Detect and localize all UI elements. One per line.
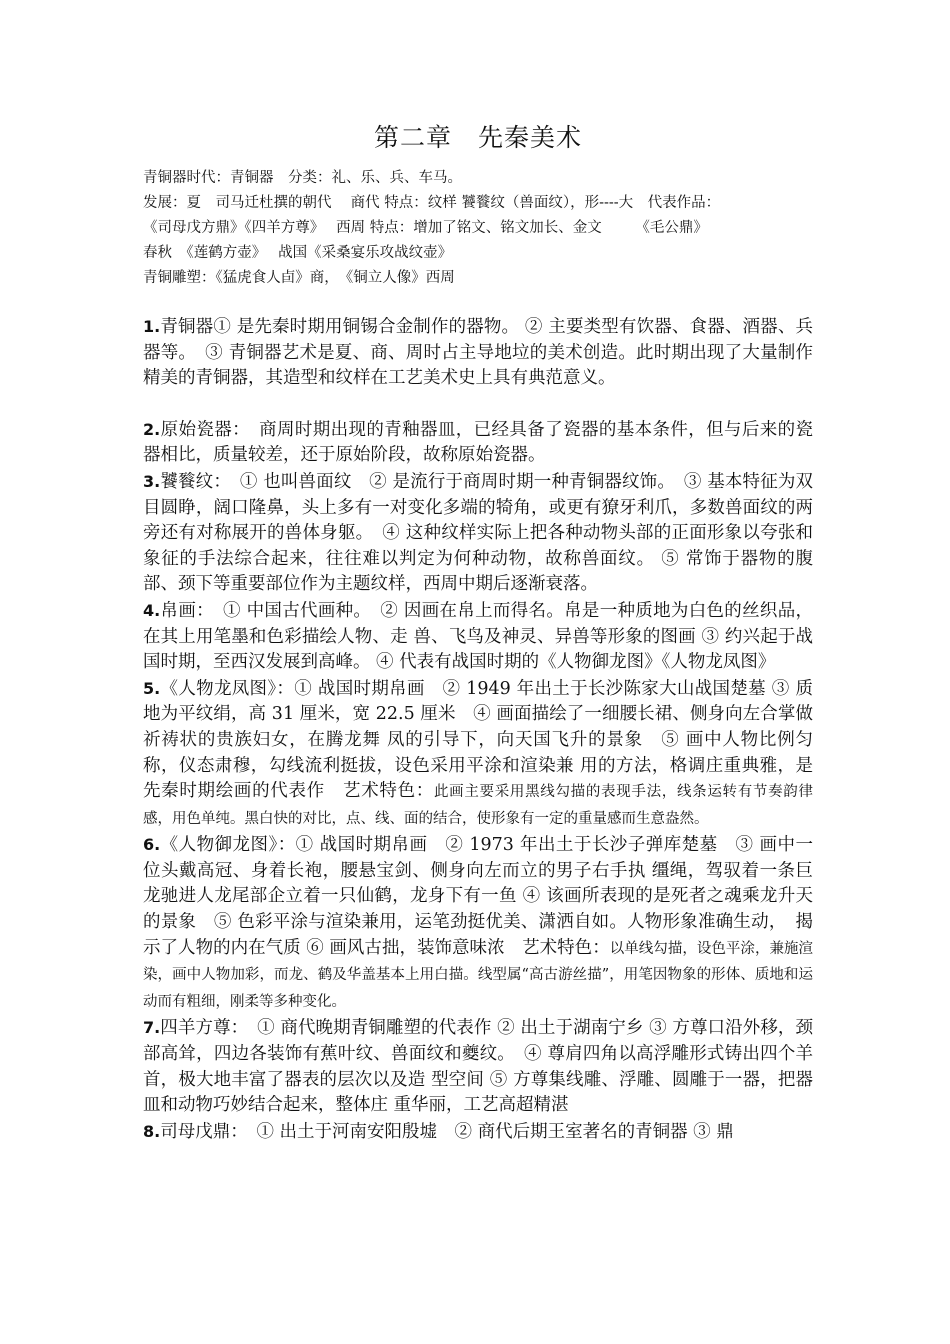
section-note: 此画主要采用黑线勾描的表现手法，线条运转有节奏韵律感，用色单纯。黑白快的对比，点、线、面的结合，使形象有一定的重量感而生意盎然。 — [143, 784, 813, 827]
section-note: 以单线勾描，设色平涂，兼施渲染，画中人物加彩，而龙、鹤及华盖基本上用白描。线型属“高古游丝描”，用笔因物象的形体、质地和运动而有粗细，刚柔等多种变化。 — [143, 940, 814, 1010]
term-section — [143, 832, 813, 1015]
section-text: 司母戊鼎： ① 出土于河南安阳殷墟 ② 商代后期王室著名的青铜器 ③ 鼎 — [160, 1121, 734, 1142]
intro-line: 《司母戊方鼎》《四羊方尊》 西周 特点：增加了铭文、铭文加长、金文 《毛公鼎》 — [143, 220, 708, 236]
section-text: 四羊方尊： ① 商代晚期青铜雕塑的代表作 ② 出土于湖南宁乡 ③ 方尊口沿外移，颈部高耸，四边各装饰有蕉叶纹、兽面纹和夔纹。 ④ 尊肩四角以高浮雕形式铸出四个羊首，极大地丰富了器表的层次以及造 型空间 ⑤ 方尊集线雕、浮雕、圆雕于一器，把器皿和动物巧妙结合起来，整体庄 重华丽，工艺高超精湛 — [143, 1018, 813, 1116]
term-section — [143, 417, 813, 469]
section-number: 5. — [143, 678, 161, 698]
section-number: 2. — [143, 419, 161, 439]
section-number: 4. — [143, 600, 161, 620]
section-number: 3. — [143, 471, 161, 491]
section-text: 青铜器① 是先秦时期用铜锡合金制作的器物。 ② 主要类型有饮器、食器、酒器、兵器等。 ③ 青铜器艺术是夏、商、周时占主导地垃的美术创造。此时期出现了大量制作精美的青铜器，其造型和纹样在工艺美术史上具有典范意义。 — [143, 317, 813, 389]
section-number: 6. — [143, 835, 161, 855]
term-sections — [143, 314, 813, 1145]
intro-block — [143, 166, 813, 291]
term-section — [143, 598, 813, 676]
term-section — [143, 314, 813, 392]
section-text: 《人物御龙图》：① 战国时期帛画 ② 1973 年出土于长沙子弹库楚墓 ③ 画中一位头戴高冠、身着长袍，腰悬宝剑、侧身向左而立的男子右手执 缰绳，驾驭着一条巨龙驰进人龙尾部企立着一只仙鹤，龙身下有一鱼 ④ 该画所表现的是死者之魂乘龙升天的景象 ⑤ 色彩平涂与渲染兼用，运笔劲挺优美、潇洒自如。人物形象准确生动， 揭示了人物的内在气质 ⑥ 画风古拙，装饰意味浓 艺术特色： — [143, 835, 813, 958]
term-section — [143, 1015, 813, 1118]
section-number: 7. — [143, 1018, 161, 1038]
section-number: 1. — [143, 317, 161, 336]
intro-line: 发展：夏 司马迁杜撰的朝代 商代 特点：纹样 饕餮纹（兽面纹），形----大 代表作品： — [143, 195, 721, 211]
section-text: 《人物龙凤图》：① 战国时期帛画 ② 1949 年出土于长沙陈家大山战国楚墓 ③ 质地为平纹绢，高 31 厘米，宽 22.5 厘米 ④ 画面描绘了一细腰长裙、侧身向左合掌做祈祷状的贵族妇女，在腾龙舞 凤的引导下，向天国飞升的景象 ⑤ 画中人物比例匀称，仪态肃穆，勾线流利挺拔，设色采用平涂和渲染兼 用的方法，格调庄重典雅，是先秦时期绘画的代表作 艺术特色： — [143, 678, 813, 802]
intro-line: 青铜器时代：青铜器 分类：礼、乐、兵、车马。 — [143, 170, 462, 186]
term-section — [143, 469, 813, 598]
term-section — [143, 1119, 813, 1146]
section-text: 帛画： ① 中国古代画种。 ② 因画在帛上而得名。帛是一种质地为白色的丝织品，在其上用笔墨和色彩描绘人物、走 兽、飞鸟及神灵、异兽等形象的图画 ③ 约兴起于战国时期，至西汉发展到高峰。 ④ 代表有战国时期的《人物御龙图》《人物龙凤图》 — [143, 600, 813, 673]
intro-line: 青铜雕塑：《猛虎食人卣》商， 《铜立人像》西周 — [143, 270, 455, 286]
section-number: 8. — [143, 1121, 161, 1141]
term-section — [143, 676, 813, 833]
section-text: 饕餮纹： ① 也叫兽面纹 ② 是流行于商周时期一种青铜器纹饰。 ③ 基本特征为双目圆睁，阔口隆鼻，头上多有一对变化多端的犄角，或更有獠牙利爪，多数兽面纹的两旁还有对称展开的兽体身躯。 ④ 这种纹样实际上把各种动物头部的正面形象以夸张和象征的手法综合起来，往往难以判定为何种动物，故称兽面纹。 ⑤ 常饰于器物的腹部、颈下等重要部位作为主题纹样，西周中期后逐渐衰落。 — [143, 471, 813, 595]
intro-line: 春秋 《莲鹤方壶》 战国《采桑宴乐攻战纹壶》 — [143, 245, 453, 261]
chapter-title: 第二章 先秦美术 — [373, 123, 582, 152]
section-text: 原始瓷器： 商周时期出现的青釉器皿，已经具备了瓷器的基本条件，但与后来的瓷器相比，质量较差，还于原始阶段，故称原始瓷器。 — [143, 419, 813, 466]
